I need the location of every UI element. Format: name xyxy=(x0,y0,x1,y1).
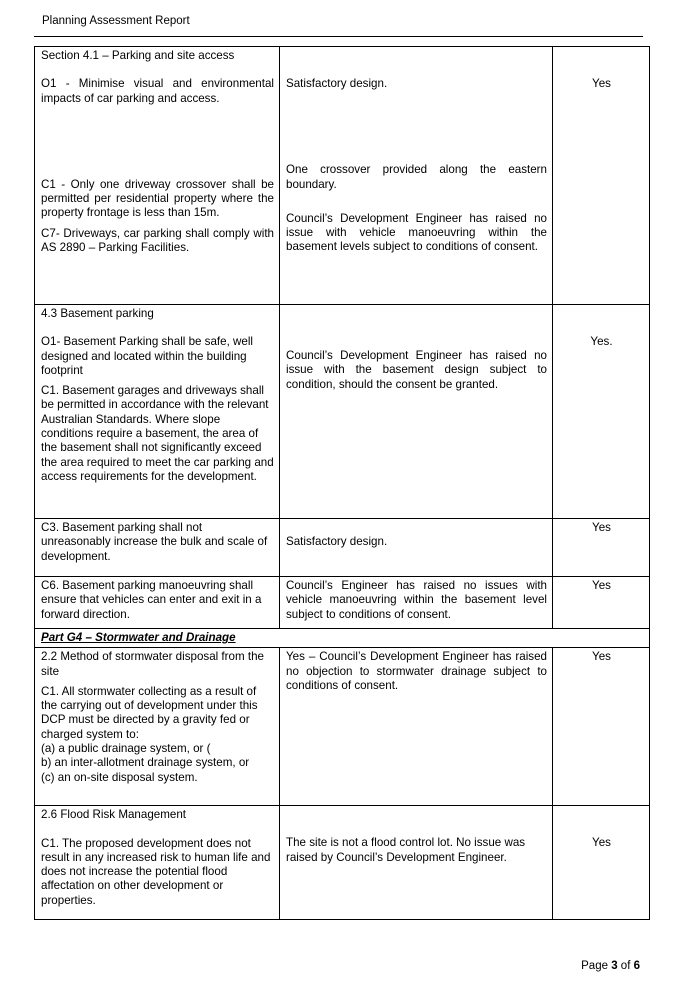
result-cell xyxy=(553,47,650,305)
comment-cell xyxy=(280,47,553,305)
comment-text: The site is not a flood control lot. No issue was raised by Council’s Development Engineer. xyxy=(286,836,526,864)
result-text: Yes xyxy=(592,579,611,592)
section-heading: 4.3 Basement parking xyxy=(41,307,154,320)
result-text: Yes. xyxy=(590,335,613,348)
comment-text: Satisfactory design. xyxy=(286,535,388,548)
section-heading: 2.6 Flood Risk Management xyxy=(41,808,186,822)
table-row-s22 xyxy=(35,648,650,806)
result-cell xyxy=(553,577,650,629)
section-heading: Section 4.1 – Parking and site access xyxy=(41,49,235,62)
objective-text: O1- Basement Parking shall be safe, well designed and located within the building footprint xyxy=(41,335,254,377)
control-cell xyxy=(35,806,280,920)
objective-text: O1 - Minimise visual and environmental impacts of car parking and access. xyxy=(41,77,274,105)
list-item: b) an inter-allotment drainage system, or xyxy=(41,756,250,770)
control-cell xyxy=(35,47,280,305)
result-cell xyxy=(553,305,650,519)
table-row-s26 xyxy=(35,806,650,920)
comment-cell xyxy=(280,648,553,806)
comment-text: Council’s Development Engineer has raised no issue with the basement design subject to condition, should the consent be granted. xyxy=(286,349,547,391)
control-cell xyxy=(35,519,280,577)
comment-cell xyxy=(280,806,553,920)
comment-cell xyxy=(280,577,553,629)
result-text: Yes xyxy=(592,836,611,850)
list-item: (a) a public drainage system, or ( xyxy=(41,742,211,756)
comment-text: Council’s Development Engineer has raised no issue with vehicle manoeuvring within the basement levels subject to conditions of consent. xyxy=(286,211,547,254)
comment-cell xyxy=(280,305,553,519)
header-rule xyxy=(34,36,643,37)
comment-text: Yes – Council’s Development Engineer has raised no objection to stormwater drainage subject to conditions of consent. xyxy=(286,650,547,692)
result-text: Yes xyxy=(592,650,611,664)
control-text: C3. Basement parking shall not unreasonably increase the bulk and scale of development. xyxy=(41,521,268,563)
control-cell xyxy=(35,577,280,629)
table-row-c6 xyxy=(35,577,650,629)
table-row-c3 xyxy=(35,519,650,577)
report-title: Planning Assessment Report xyxy=(42,15,190,27)
control-text: C7- Driveways, car parking shall comply with AS 2890 – Parking Facilities. xyxy=(41,226,274,255)
list-item: (c) an on-site disposal system. xyxy=(41,770,198,784)
page-label: Page xyxy=(581,960,608,972)
comment-text: One crossover provided along the eastern boundary. xyxy=(286,163,547,191)
comment-text: Council’s Engineer has raised no issues with vehicle manoeuvring within the basement level subject to conditions of consent. xyxy=(286,579,547,621)
result-cell xyxy=(553,648,650,806)
control-text: C1. The proposed development does not result in any increased risk to human life and does not increase the potential flood affectation on other development or properties. xyxy=(41,836,271,907)
control-text: C1. All stormwater collecting as a result of the carrying out of development under this DCP must be directed by a gravity fed or charged system to: xyxy=(41,684,258,741)
table-row-s43 xyxy=(35,305,650,519)
result-text: Yes xyxy=(592,77,611,90)
control-text: C1. Basement garages and driveways shall be permitted in accordance with the relevant Australian Standards. Where slope conditions require a basement, the area of the basement shall not significantly exceed the area required to meet the car parking and access requirements for the development. xyxy=(41,384,274,483)
table-row-s41 xyxy=(35,47,650,305)
table-row-part-g4 xyxy=(35,629,650,648)
control-cell xyxy=(35,648,280,806)
result-cell xyxy=(553,519,650,577)
section-heading: 2.2 Method of stormwater disposal from the site xyxy=(41,650,264,678)
comment-cell xyxy=(280,519,553,577)
part-heading: Part G4 – Stormwater and Drainage xyxy=(35,629,650,648)
assessment-table xyxy=(34,46,650,920)
page-number xyxy=(581,960,640,972)
result-cell xyxy=(553,806,650,920)
control-text: C1 - Only one driveway crossover shall be permitted per residential property where the property frontage is less than 15m. xyxy=(41,177,274,220)
comment-text: Satisfactory design. xyxy=(286,77,388,90)
page-current: 3 xyxy=(611,960,618,972)
result-text: Yes xyxy=(592,521,611,534)
page-total: 6 xyxy=(633,960,640,972)
page-of-label: of xyxy=(620,960,631,972)
control-cell xyxy=(35,305,280,519)
control-text: C6. Basement parking manoeuvring shall ensure that vehicles can enter and exit in a forward direction. xyxy=(41,579,262,621)
